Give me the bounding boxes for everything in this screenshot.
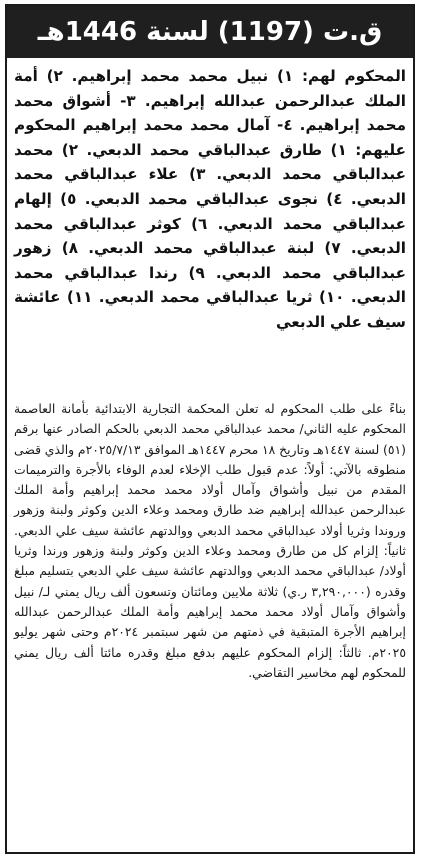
parties-list: المحكوم لهم: ١) نبيل محمد محمد إبراهيم. ٢) أمة الملك عبدالرحمن عبدالله إبراهيم. ٣- أشواق محمد محمد إبراهيم. ٤- آمال محمد محمد إبراهيم المحكوم عليهم: ١) طارق عبدالباقي محمد الدبعي. ٢) محمد عبدالباقي محمد الدبعي. ٣) علاء عبدالباقي محمد الدبعي. ٤) نجوى عبدالباقي محمد الدبعي. ٥) إلهام عبدالباقي محمد الدبعي. ٦) كوثر عبدالباقي محمد الدبعي. ٧) لبنة عبدالباقي محمد الدبعي. ٨) زهور عبدالباقي محمد الدبعي. ٩) رندا عبدالباقي محمد الدبعي. ١٠) ثريا عبدالباقي محمد الدبعي. ١١) عائشة سيف علي الدبعي bbox=[14, 67, 407, 331]
notice-header bbox=[7, 6, 413, 58]
case-number-title: ق.ت (1197) لسنة 1446هـ bbox=[37, 17, 383, 47]
court-notice bbox=[5, 4, 415, 854]
judgment-text: بناءً على طلب المحكوم له تعلن المحكمة التجارية الابتدائية بأمانة العاصمة المحكوم عليه الثاني/ محمد عبدالباقي محمد الدبعي بالحكم الصادر عنها برقم (٥١) لسنة ١٤٤٧هـ وتاريخ ١٨ محرم ١٤٤٧هـ الموافق ٢٠٢٥/٧/١٣م والذي قضى منطوقه بالآتي: أولاً: عدم قبول طلب الإخلاء لعدم الوفاء بالأجرة والترميمات المقدم من نبيل وأشواق وآمال أولاد محمد محمد إبراهيم وأمة الملك عبدالرحمن عبدالله إبراهيم ضد طارق ومحمد وعلاء الدين وكوثر ولبنة وزهور وروندا وثريا أولاد عبدالباقي محمد الدبعي ووالدتهم عائشة سيف علي الدبعي. ثانياً: إلزام كل من طارق ومحمد وعلاء الدين وكوثر ولبنة وزهور ورندا وثريا أولاد/ عبدالباقي محمد الدبعي ووالدتهم عائشة سيف علي الدبعي بتسليم مبلغ وقدره (٣,٢٩٠,٠٠٠ ر.ي) ثلاثة ملايين ومائتان وتسعون ألف ريال يمني لـ/ نبيل وأشواق وآمال أولاد محمد محمد إبراهيم وأمة الملك عبدالرحمن عبدالله إبراهيم الأجرة المتبقية في ذمتهم من شهر سبتمبر ٢٠٢٤م وحتى شهر يوليو ٢٠٢٥م. ثالثاً: إلزام المحكوم عليهم بدفع مبلغ وقدره مائتا ألف ريال يمني للمحكوم لهم مخاسير التقاضي. bbox=[14, 401, 407, 680]
